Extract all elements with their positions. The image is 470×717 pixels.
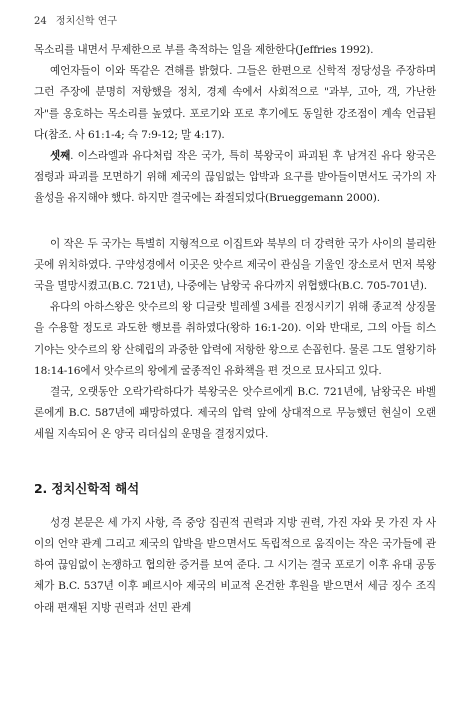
paragraph: 예언자들이 이와 똑같은 견해를 밝혔다. 그들은 한편으로 신학적 정당성을 주장하며 그런 주장에 분명히 저항했을 정치, 경제 속에서 사회적으로 "과부, 고아, 객, 가난한 자"를 옹호하는 목소리를 높였다. 포로기와 포로 후기에도 동일한 강조점이 계속 언급된다(참조. 사 61:1-4; 슥 7:9-12; 말 4:17). xyxy=(34,65,436,141)
page-number: 24 xyxy=(34,16,47,27)
section-heading: 2. 정치신학적 해석 xyxy=(34,480,140,496)
running-header xyxy=(34,12,117,27)
paragraph xyxy=(34,146,436,210)
paragraph: 성경 본문은 세 가지 사항, 즉 중앙 집권적 권력과 지방 권력, 가진 자와 못 가진 자 사이의 언약 관계 그리고 제국의 압박을 받으면서도 독립적으로 움직이는 작은 국가들에 관하여 끊임없이 논쟁하고 협의한 증거를 보여 준다. 그 시기는 결국 포로기 이후 유대 공동체가 B.C. 537년 이후 페르시아 제국의 비교적 온건한 후원을 받으면서 세금 징수 조직 아래 편재된 지방 권력과 선민 관계 xyxy=(34,516,436,614)
emphasis-lead: 셋째 xyxy=(50,150,71,163)
body-text xyxy=(34,40,436,619)
paragraph-text: . 이스라엘과 유다처럼 작은 국가, 특히 북왕국이 파괴된 후 남겨진 유다 왕국은 점령과 파괴를 모면하기 위해 제국의 끊임없는 압박과 요구를 받아들이면서도 국가의 자율성을 유지해야 했다. 하지만 결국에는 좌절되었다(Brueggemann 2000). xyxy=(34,150,436,205)
paragraph: 이 작은 두 국가는 특별히 지형적으로 이집트와 북부의 더 강력한 국가 사이의 불리한 곳에 위치하였다. 구약성경에서 이곳은 앗수르 제국이 관심을 기울인 장소로서 먼저 북왕국을 멸망시켰고(B.C. 721년), 나중에는 남왕국 유다까지 위협했다(B.C. 705-701년). xyxy=(34,237,436,293)
paragraph: 결국, 오랫동안 오락가락하다가 북왕국은 앗수르에게 B.C. 721년에, 남왕국은 바벨론에게 B.C. 587년에 패망하였다. 제국의 압력 앞에 상대적으로 무능했던 현실이 오랜 세월 지속되어 온 양국 리더십의 운명을 결정지었다. xyxy=(34,386,436,441)
paragraph: 유다의 아하스왕은 앗수르의 왕 디글랏 빌레셀 3세를 진정시키기 위해 종교적 상징물을 수용할 정도로 과도한 행보를 취하였다(왕하 16:1-20). 이와 반대로, 그의 아들 히스기야는 앗수르의 왕 산헤립의 과중한 압력에 저항한 왕으로 손꼽힌다. 물론 그도 열왕기하 18:14-16에서 앗수르의 왕에게 굴종적인 유화책을 편 것으로 묘사되고 있다. xyxy=(34,301,436,377)
paragraph-gap xyxy=(34,210,436,234)
paragraph: 목소리를 내면서 무제한으로 부를 축적하는 일을 제한한다(Jeffries 1992). xyxy=(34,44,374,56)
running-title: 정치신학 연구 xyxy=(55,16,118,27)
